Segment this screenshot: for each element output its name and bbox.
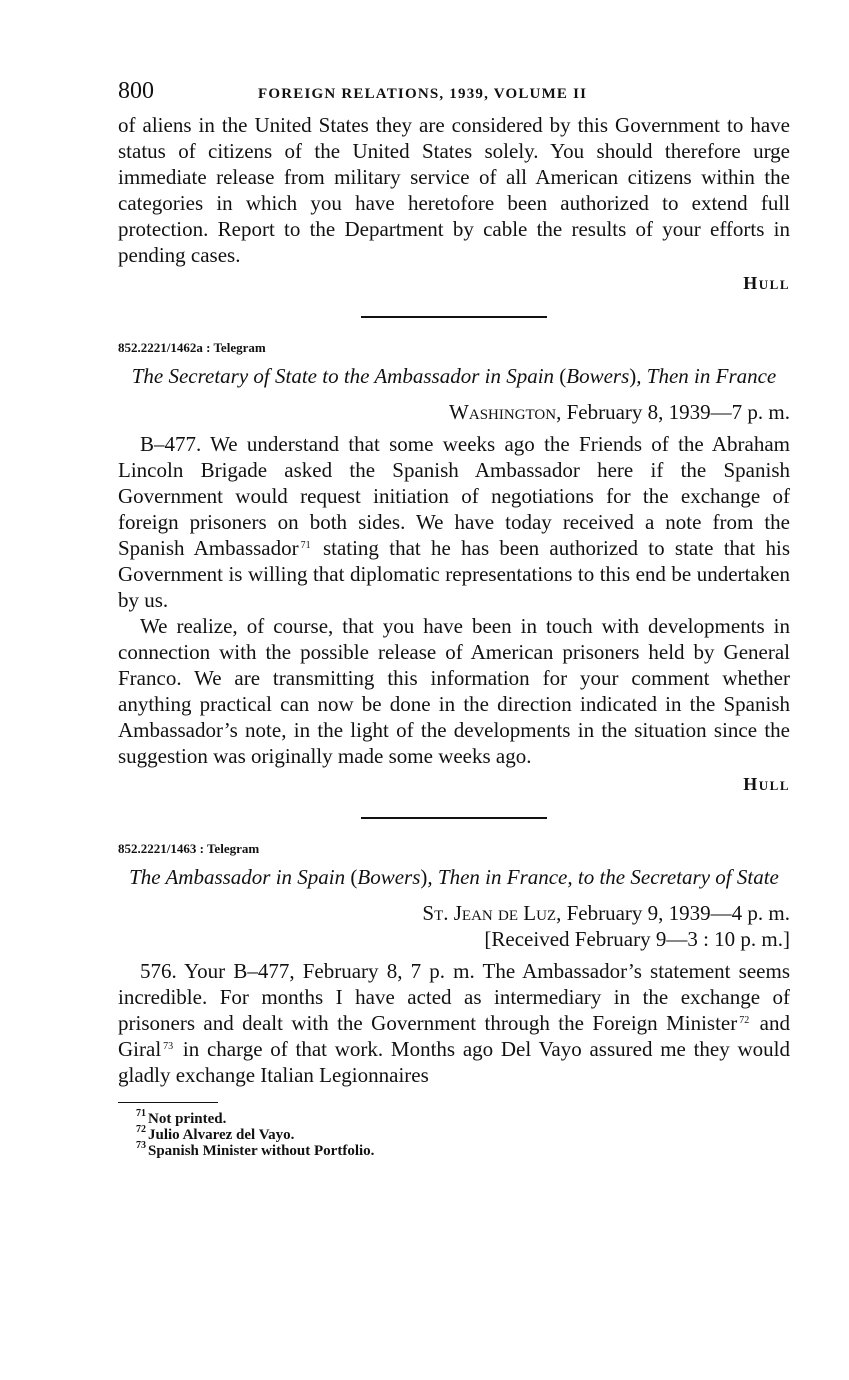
- footnote-mark: 71: [300, 540, 311, 551]
- dateline: [118, 900, 790, 926]
- dateline: [118, 399, 790, 425]
- document-page: [118, 78, 790, 1159]
- section-divider: [361, 316, 547, 318]
- footnote-text: Spanish Minister without Portfolio.: [148, 1143, 375, 1159]
- body-paragraph: [118, 431, 790, 613]
- signature-hull-1: Hull: [743, 273, 790, 293]
- dateline-place: St. Jean de Luz: [422, 901, 557, 925]
- footnote-number: 72: [136, 1124, 146, 1135]
- footnote: [134, 1140, 790, 1159]
- title-paren: (Bowers): [350, 865, 428, 889]
- document-telegram-1462a: [118, 338, 790, 797]
- received-line: [Received February 9—3 : 10 p. m.]: [484, 927, 790, 951]
- title-part: , Then in France, to the Secretary of State: [427, 865, 779, 889]
- footnote-text: Not printed.: [148, 1111, 227, 1127]
- title-part: , Then in France: [636, 364, 777, 388]
- title-paren-name: Bowers: [566, 364, 630, 388]
- document-telegram-1463: [118, 839, 790, 1088]
- paragraph-text: Your B–477, February 8, 7 p. m. The Ambassador’s statement seems incredible. For months I have acted as intermediary in the exchange of prisoners and dealt with the Government through the Foreign Minister: [118, 959, 790, 1035]
- paragraph-text: stating that he has been authorized to state that his Government is willing that diplomatic representations to this end be undertaken by us.: [118, 536, 791, 612]
- footnote: [134, 1124, 790, 1143]
- running-head: FOREIGN RELATIONS, 1939, VOLUME II: [258, 86, 588, 102]
- message-number: 576.: [140, 959, 177, 983]
- dateline-place: Washington: [449, 400, 557, 424]
- title-paren-name: Bowers: [357, 865, 421, 889]
- paragraph-text: and Giral: [118, 1011, 790, 1061]
- document-title: [118, 364, 790, 389]
- footnote-mark: 72: [739, 1015, 750, 1026]
- title-part: The Secretary of State to the Ambassador in Spain: [131, 364, 560, 388]
- title-part: The Ambassador in Spain: [129, 865, 351, 889]
- dateline-date: , February 8, 1939—7 p. m.: [556, 400, 790, 424]
- page-header: [118, 78, 790, 112]
- file-reference: 852.2221/1462a : Telegram: [118, 340, 266, 355]
- footnote: [134, 1108, 790, 1127]
- document-title: [118, 865, 790, 890]
- body-paragraph: [118, 958, 790, 1088]
- signature-hull-2: Hull: [743, 774, 790, 794]
- file-reference: 852.2221/1463 : Telegram: [118, 841, 260, 856]
- title-paren: (Bowers): [559, 364, 637, 388]
- paragraph-text: in charge of that work. Months ago Del Vayo assured me they would gladly exchange Italian Legionnaires: [118, 1037, 790, 1087]
- continuation-paragraph: of aliens in the United States they are considered by this Government to have status of citizens of the United States solely. You should therefore urge immediate release from military service of all American citizens within the categories in which you have heretofore been authorized to extend full protection. Report to the Department by cable the results of your efforts in pending cases.: [118, 113, 790, 267]
- paragraph-text: We understand that some weeks ago the Friends of the Abraham Lincoln Brigade asked the Spanish Ambassador here if the Spanish Government would request initiation of negotiations for the exchange of foreign prisoners on both sides. We have today received a note from the Spanish Ambassador: [118, 432, 790, 560]
- message-number: B–477.: [140, 432, 202, 456]
- dateline-date: , February 9, 1939—4 p. m.: [556, 901, 790, 925]
- section-divider: [361, 817, 547, 819]
- footnote-number: 71: [136, 1108, 146, 1119]
- footnote-text: Julio Alvarez del Vayo.: [148, 1127, 295, 1143]
- page-number: 800: [118, 78, 154, 104]
- footnote-divider: [118, 1102, 218, 1103]
- body-paragraph: We realize, of course, that you have been in touch with developments in connection with the possible release of American prisoners held by General Franco. We are transmitting this information for your comment whether anything practical can now be done in the direction indicated in the Spanish Ambassador’s note, in the light of the developments in the situation since the suggestion was originally made some weeks ago.: [118, 614, 790, 768]
- footnote-mark: 73: [163, 1041, 174, 1052]
- footnotes: [118, 1108, 790, 1159]
- footnote-number: 73: [136, 1140, 146, 1151]
